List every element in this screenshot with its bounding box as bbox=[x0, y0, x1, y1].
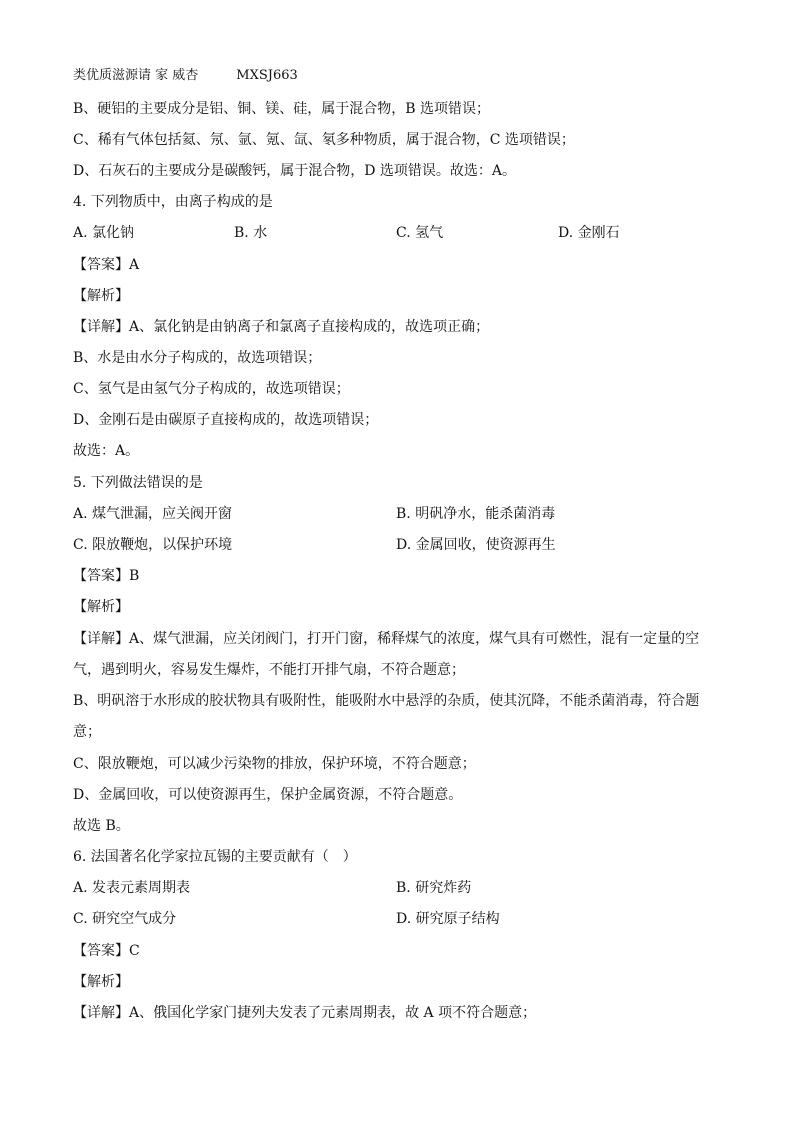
q6-stem: 6. 法国著名化学家拉瓦锡的主要贡献有（ ） bbox=[73, 849, 357, 865]
page-header bbox=[73, 67, 298, 85]
answer-label: 【答案】 bbox=[73, 943, 129, 959]
answer-value: B bbox=[129, 568, 140, 584]
q5-option-c: C. 限放鞭炮，以保护环境 bbox=[73, 537, 233, 553]
header-code: MXSJ663 bbox=[236, 68, 298, 83]
answer-value: C bbox=[129, 943, 140, 959]
q4-answer bbox=[73, 256, 139, 274]
q6-option-b: B. 研究炸药 bbox=[396, 880, 472, 896]
q4-detail-2: B、水是由水分子构成的，故选项错误； bbox=[73, 350, 322, 366]
q3-line-b: B、硬铝的主要成分是铝、铜、镁、硅，属于混合物，B 选项错误； bbox=[73, 101, 491, 117]
q3-line-c: C、稀有气体包括氦、氖、氩、氪、氙、氡多种物质，属于混合物，C 选项错误； bbox=[73, 132, 575, 148]
q4-stem: 4. 下列物质中，由离子构成的是 bbox=[73, 194, 273, 210]
q4-detail-5: 故选：A。 bbox=[73, 443, 140, 459]
q4-option-b: B. 水 bbox=[234, 225, 268, 241]
q5-option-b: B. 明矾净水，能杀菌消毒 bbox=[396, 506, 556, 522]
q5-option-a: A. 煤气泄漏，应关阀开窗 bbox=[73, 506, 233, 522]
q4-detail-1: 【详解】A、氯化钠是由钠离子和氯离子直接构成的，故选项正确； bbox=[73, 319, 490, 335]
q5-stem: 5. 下列做法错误的是 bbox=[73, 475, 203, 491]
answer-label: 【答案】 bbox=[73, 568, 129, 584]
q5-detail-5: C、限放鞭炮，可以减少污染物的排放，保护环境，不符合题意； bbox=[73, 756, 476, 772]
q5-detail-1: 【详解】A、煤气泄漏，应关闭阀门，打开门窗，稀释煤气的浓度，煤气具有可燃性，混有一定量的空 bbox=[73, 631, 700, 647]
q4-detail-4: D、金刚石是由碳原子直接构成的，故选项错误； bbox=[73, 412, 379, 428]
q6-option-a: A. 发表元素周期表 bbox=[73, 880, 191, 896]
q6-option-c: C. 研究空气成分 bbox=[73, 911, 177, 927]
q5-detail-2: 气，遇到明火，容易发生爆炸，不能打开排气扇，不符合题意； bbox=[73, 662, 465, 678]
q4-option-a: A. 氯化钠 bbox=[73, 225, 135, 241]
q6-analysis-label: 【解析】 bbox=[73, 974, 129, 990]
q4-option-c: C. 氢气 bbox=[396, 225, 444, 241]
q4-option-d: D. 金刚石 bbox=[558, 225, 620, 241]
q6-option-d: D. 研究原子结构 bbox=[396, 911, 500, 927]
q6-answer bbox=[73, 942, 140, 960]
q5-option-d: D. 金属回收，使资源再生 bbox=[396, 537, 556, 553]
q5-analysis-label: 【解析】 bbox=[73, 599, 129, 615]
q3-line-d: D、石灰石的主要成分是碳酸钙，属于混合物，D 选项错误。故选：A。 bbox=[73, 163, 517, 179]
q5-answer bbox=[73, 567, 139, 585]
q5-detail-4: 意； bbox=[73, 724, 101, 740]
q4-analysis-label: 【解析】 bbox=[73, 288, 129, 304]
q4-detail-3: C、氢气是由氢气分子构成的，故选项错误； bbox=[73, 381, 350, 397]
q5-detail-6: D、金属回收，可以使资源再生，保护金属资源，不符合题意。 bbox=[73, 787, 463, 803]
q5-detail-7: 故选 B。 bbox=[73, 818, 130, 834]
header-text: 类优质滋源请 家 威杏 bbox=[73, 68, 199, 83]
q6-detail-1: 【详解】A、俄国化学家门捷列夫发表了元素周期表，故 A 项不符合题意； bbox=[73, 1005, 537, 1021]
answer-value: A bbox=[129, 257, 140, 273]
q5-detail-3: B、明矾溶于水形成的胶状物具有吸附性，能吸附水中悬浮的杂质，使其沉降，不能杀菌消毒，符合题 bbox=[73, 693, 700, 709]
answer-label: 【答案】 bbox=[73, 257, 129, 273]
